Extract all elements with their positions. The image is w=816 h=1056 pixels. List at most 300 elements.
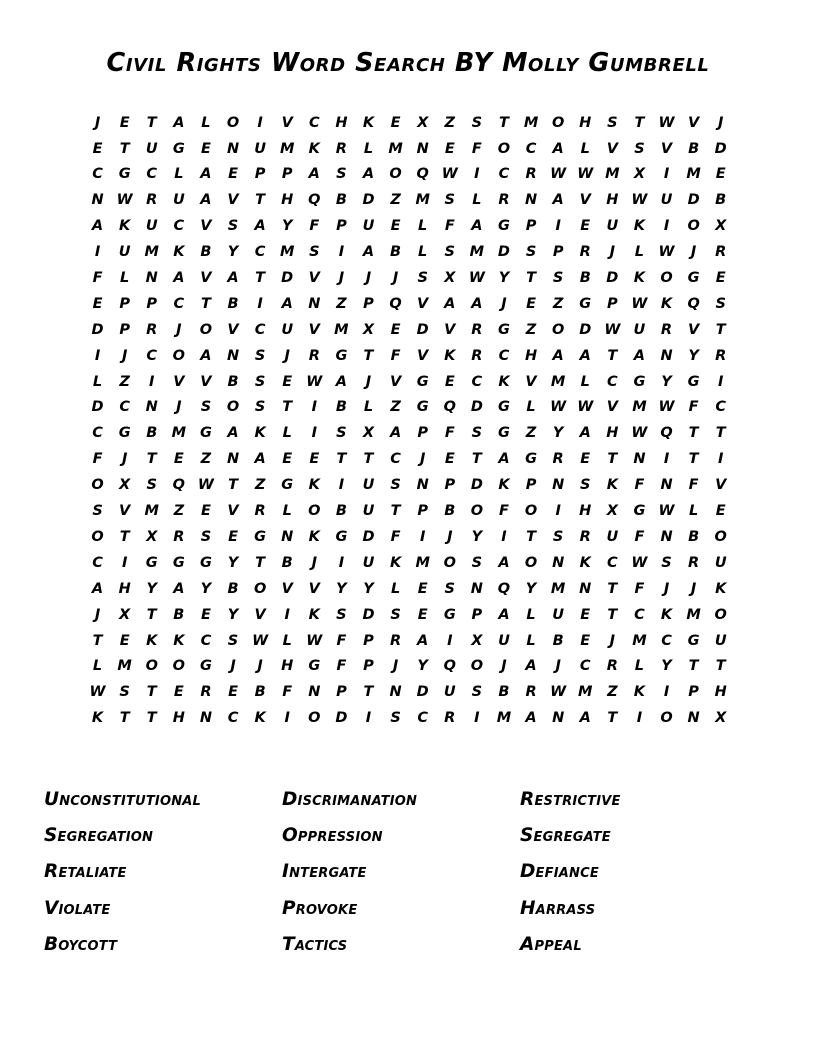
grid-letter[interactable]: U <box>606 218 619 235</box>
grid-letter[interactable]: D <box>335 710 348 727</box>
grid-letter[interactable]: I <box>338 554 345 571</box>
grid-letter[interactable]: E <box>173 451 184 468</box>
grid-letter[interactable]: S <box>552 270 564 287</box>
grid-letter[interactable]: E <box>417 606 428 623</box>
grid-letter[interactable]: K <box>579 554 591 571</box>
grid-letter[interactable]: V <box>606 399 618 416</box>
grid-letter[interactable]: Z <box>336 295 347 312</box>
grid-letter[interactable]: T <box>255 270 266 287</box>
grid-letter[interactable]: G <box>687 373 700 390</box>
grid-letter[interactable]: I <box>555 218 561 235</box>
grid-letter[interactable]: L <box>526 606 536 623</box>
grid-letter[interactable]: D <box>416 321 429 338</box>
grid-letter[interactable]: V <box>687 321 700 338</box>
grid-letter[interactable]: H <box>118 580 131 597</box>
grid-letter[interactable]: T <box>146 684 157 701</box>
grid-letter[interactable]: Y <box>200 580 212 597</box>
grid-letter[interactable]: E <box>92 140 103 157</box>
grid-letter[interactable]: V <box>227 192 239 209</box>
grid-letter[interactable]: Q <box>497 580 511 597</box>
grid-letter[interactable]: V <box>525 373 537 390</box>
grid-letter[interactable]: X <box>444 270 456 287</box>
grid-letter[interactable]: G <box>633 373 646 390</box>
grid-letter[interactable]: M <box>171 425 187 442</box>
grid-letter[interactable]: I <box>663 451 670 468</box>
word-list-item[interactable]: Oppression <box>282 825 383 847</box>
word-list-item[interactable]: Retaliate <box>44 861 127 883</box>
grid-letter[interactable]: R <box>444 710 456 727</box>
grid-letter[interactable]: I <box>474 710 480 727</box>
grid-letter[interactable]: S <box>715 295 726 312</box>
grid-letter[interactable]: K <box>254 710 266 727</box>
grid-letter[interactable]: T <box>715 425 726 442</box>
grid-letter[interactable]: Y <box>688 347 699 364</box>
grid-letter[interactable]: T <box>471 451 482 468</box>
grid-letter[interactable]: J <box>690 244 697 261</box>
grid-letter[interactable]: C <box>715 399 727 416</box>
grid-letter[interactable]: O <box>389 166 402 183</box>
grid-letter[interactable]: S <box>471 425 483 442</box>
grid-letter[interactable]: W <box>577 399 594 416</box>
grid-letter[interactable]: O <box>714 528 727 545</box>
grid-letter[interactable]: Q <box>389 295 402 312</box>
grid-letter[interactable]: M <box>144 244 159 261</box>
grid-letter[interactable]: V <box>715 477 727 494</box>
grid-letter[interactable]: L <box>526 399 536 416</box>
grid-letter[interactable]: R <box>254 503 266 520</box>
grid-letter[interactable]: M <box>469 244 485 261</box>
grid-letter[interactable]: U <box>362 218 375 235</box>
grid-letter[interactable]: P <box>525 218 537 235</box>
grid-letter[interactable]: R <box>715 347 727 364</box>
word-list-item[interactable]: Violate <box>44 897 111 919</box>
grid-letter[interactable]: M <box>334 321 349 338</box>
grid-letter[interactable]: E <box>119 114 130 131</box>
grid-letter[interactable]: B <box>335 503 347 520</box>
grid-letter[interactable]: W <box>631 425 648 442</box>
grid-letter[interactable]: N <box>226 140 240 157</box>
grid-letter[interactable]: W <box>658 503 675 520</box>
grid-letter[interactable]: B <box>715 192 727 209</box>
grid-letter[interactable]: T <box>146 606 157 623</box>
grid-letter[interactable]: Y <box>471 528 483 545</box>
word-list-item[interactable]: Discrimanation <box>282 789 418 810</box>
grid-letter[interactable]: I <box>257 114 263 131</box>
word-list-item[interactable]: Defiance <box>520 861 599 883</box>
grid-letter[interactable]: B <box>498 684 510 701</box>
grid-letter[interactable]: T <box>363 684 374 701</box>
grid-letter[interactable]: H <box>714 684 727 701</box>
grid-letter[interactable]: A <box>498 606 510 623</box>
grid-letter[interactable]: S <box>200 399 212 416</box>
grid-letter[interactable]: K <box>633 684 646 701</box>
grid-letter[interactable]: J <box>555 658 561 675</box>
grid-letter[interactable]: O <box>551 321 565 338</box>
grid-letter[interactable]: Z <box>254 477 266 494</box>
grid-letter[interactable]: O <box>443 554 456 571</box>
grid-letter[interactable]: E <box>444 373 455 390</box>
grid-letter[interactable]: A <box>227 270 239 287</box>
grid-letter[interactable]: S <box>146 477 157 494</box>
grid-letter[interactable]: C <box>200 632 212 649</box>
grid-letter[interactable]: T <box>607 710 618 727</box>
grid-letter[interactable]: I <box>447 632 453 649</box>
grid-letter[interactable]: Y <box>498 270 510 287</box>
grid-letter[interactable]: J <box>392 270 399 287</box>
grid-letter[interactable]: O <box>714 606 727 623</box>
grid-letter[interactable]: W <box>441 166 458 183</box>
grid-letter[interactable]: P <box>525 477 537 494</box>
grid-letter[interactable]: H <box>579 114 592 131</box>
grid-letter[interactable]: C <box>173 295 185 312</box>
grid-letter[interactable]: E <box>580 606 591 623</box>
grid-letter[interactable]: W <box>116 192 133 209</box>
grid-letter[interactable]: A <box>579 710 591 727</box>
grid-letter[interactable]: R <box>471 321 483 338</box>
grid-letter[interactable]: S <box>227 632 239 649</box>
grid-letter[interactable]: Y <box>227 606 239 623</box>
grid-letter[interactable]: C <box>661 632 672 649</box>
grid-letter[interactable]: V <box>200 373 212 390</box>
grid-letter[interactable]: F <box>336 658 347 675</box>
grid-letter[interactable]: R <box>389 632 402 649</box>
grid-letter[interactable]: Q <box>660 425 673 442</box>
grid-letter[interactable]: Y <box>227 554 239 571</box>
grid-letter[interactable]: D <box>687 192 700 209</box>
grid-letter[interactable]: S <box>309 244 320 261</box>
grid-letter[interactable]: P <box>336 684 347 701</box>
grid-letter[interactable]: W <box>252 632 269 649</box>
grid-letter[interactable]: N <box>281 528 294 545</box>
grid-letter[interactable]: C <box>254 244 266 261</box>
grid-letter[interactable]: Z <box>390 192 401 209</box>
grid-letter[interactable]: C <box>146 347 158 364</box>
grid-letter[interactable]: N <box>308 684 321 701</box>
grid-letter[interactable]: K <box>173 632 185 649</box>
grid-letter[interactable]: T <box>255 554 266 571</box>
grid-letter[interactable]: K <box>308 606 320 623</box>
grid-letter[interactable]: S <box>200 528 212 545</box>
grid-letter[interactable]: P <box>281 166 293 183</box>
grid-letter[interactable]: P <box>471 606 483 623</box>
grid-letter[interactable]: M <box>632 399 647 416</box>
grid-letter[interactable]: K <box>91 710 104 727</box>
grid-letter[interactable]: A <box>362 244 375 261</box>
grid-letter[interactable]: S <box>390 606 401 623</box>
grid-letter[interactable]: R <box>525 166 537 183</box>
grid-letter[interactable]: D <box>91 399 104 416</box>
grid-letter[interactable]: J <box>311 554 317 571</box>
grid-letter[interactable]: F <box>634 528 645 545</box>
grid-letter[interactable]: P <box>363 632 374 649</box>
grid-letter[interactable]: C <box>173 218 185 235</box>
grid-letter[interactable]: A <box>471 218 483 235</box>
grid-letter[interactable]: K <box>308 528 320 545</box>
grid-letter[interactable]: Y <box>661 373 672 390</box>
grid-letter[interactable]: C <box>390 451 401 468</box>
grid-letter[interactable]: M <box>279 244 295 261</box>
grid-letter[interactable]: E <box>390 114 401 131</box>
grid-letter[interactable]: V <box>200 270 212 287</box>
grid-letter[interactable]: V <box>687 114 700 131</box>
grid-letter[interactable]: A <box>389 425 402 442</box>
grid-letter[interactable]: S <box>471 554 483 571</box>
grid-letter[interactable]: L <box>526 632 536 649</box>
grid-letter[interactable]: V <box>119 503 131 520</box>
grid-letter[interactable]: B <box>227 580 239 597</box>
grid-letter[interactable]: S <box>444 580 455 597</box>
grid-letter[interactable]: B <box>335 399 347 416</box>
grid-letter[interactable]: D <box>579 321 592 338</box>
grid-letter[interactable]: M <box>388 140 403 157</box>
grid-letter[interactable]: T <box>146 114 157 131</box>
grid-letter[interactable]: Y <box>552 425 564 442</box>
grid-letter[interactable]: L <box>390 580 401 597</box>
grid-letter[interactable]: K <box>633 218 646 235</box>
grid-letter[interactable]: S <box>552 528 564 545</box>
grid-letter[interactable]: Y <box>525 580 537 597</box>
grid-letter[interactable]: C <box>579 658 591 675</box>
grid-letter[interactable]: B <box>227 295 239 312</box>
grid-letter[interactable]: T <box>607 451 618 468</box>
grid-letter[interactable]: I <box>636 710 643 727</box>
grid-letter[interactable]: A <box>281 295 293 312</box>
grid-letter[interactable]: X <box>715 710 727 727</box>
grid-letter[interactable]: J <box>176 399 182 416</box>
grid-letter[interactable]: N <box>660 477 673 494</box>
grid-letter[interactable]: T <box>119 710 130 727</box>
grid-letter[interactable]: I <box>94 347 101 364</box>
grid-letter[interactable]: A <box>498 554 510 571</box>
word-list-item[interactable]: Restrictive <box>520 789 621 810</box>
grid-letter[interactable]: T <box>526 528 536 545</box>
grid-letter[interactable]: O <box>308 710 321 727</box>
grid-letter[interactable]: W <box>306 632 323 649</box>
grid-letter[interactable]: I <box>149 373 155 390</box>
grid-letter[interactable]: G <box>172 140 185 157</box>
grid-letter[interactable]: A <box>552 192 564 209</box>
grid-letter[interactable]: J <box>257 658 263 675</box>
grid-letter[interactable]: T <box>499 114 509 131</box>
grid-letter[interactable]: G <box>335 347 348 364</box>
grid-letter[interactable]: A <box>552 140 564 157</box>
grid-letter[interactable]: H <box>172 710 185 727</box>
grid-letter[interactable]: C <box>92 554 103 571</box>
grid-letter[interactable]: Z <box>390 399 401 416</box>
grid-letter[interactable]: O <box>172 347 185 364</box>
grid-letter[interactable]: F <box>390 347 401 364</box>
grid-letter[interactable]: L <box>282 503 292 520</box>
grid-letter[interactable]: N <box>633 451 646 468</box>
grid-letter[interactable]: F <box>471 140 482 157</box>
grid-letter[interactable]: S <box>417 270 428 287</box>
grid-letter[interactable]: C <box>92 166 103 183</box>
grid-letter[interactable]: N <box>145 399 158 416</box>
grid-letter[interactable]: F <box>634 477 645 494</box>
grid-letter[interactable]: I <box>663 684 670 701</box>
grid-letter[interactable]: Y <box>336 580 347 597</box>
grid-letter[interactable]: R <box>146 192 158 209</box>
grid-letter[interactable]: G <box>199 425 212 442</box>
grid-letter[interactable]: Y <box>281 218 293 235</box>
grid-letter[interactable]: L <box>580 140 590 157</box>
grid-letter[interactable]: P <box>607 295 618 312</box>
grid-letter[interactable]: G <box>633 503 646 520</box>
grid-letter[interactable]: I <box>338 244 345 261</box>
grid-letter[interactable]: H <box>606 192 619 209</box>
grid-letter[interactable]: E <box>715 270 726 287</box>
grid-letter[interactable]: G <box>335 528 348 545</box>
grid-letter[interactable]: C <box>308 114 320 131</box>
grid-letter[interactable]: I <box>311 399 317 416</box>
grid-letter[interactable]: K <box>633 270 646 287</box>
grid-letter[interactable]: U <box>633 321 646 338</box>
grid-letter[interactable]: J <box>609 632 616 649</box>
letter-grid[interactable] <box>84 110 732 731</box>
grid-letter[interactable]: V <box>417 295 429 312</box>
grid-letter[interactable]: K <box>308 477 320 494</box>
grid-letter[interactable]: B <box>254 684 266 701</box>
grid-letter[interactable]: V <box>444 321 456 338</box>
grid-letter[interactable]: Y <box>146 580 157 597</box>
grid-letter[interactable]: C <box>525 140 537 157</box>
grid-letter[interactable]: I <box>311 425 317 442</box>
grid-letter[interactable]: A <box>335 373 347 390</box>
grid-letter[interactable]: O <box>551 114 565 131</box>
grid-letter[interactable]: R <box>200 684 212 701</box>
grid-letter[interactable]: O <box>470 503 484 520</box>
grid-letter[interactable]: T <box>688 451 699 468</box>
grid-letter[interactable]: R <box>146 321 158 338</box>
grid-letter[interactable]: O <box>308 503 321 520</box>
grid-letter[interactable]: D <box>362 528 375 545</box>
grid-letter[interactable]: Z <box>200 451 212 468</box>
grid-letter[interactable]: D <box>714 140 727 157</box>
grid-letter[interactable]: E <box>228 166 238 183</box>
grid-letter[interactable]: A <box>498 451 510 468</box>
grid-letter[interactable]: O <box>91 528 104 545</box>
grid-letter[interactable]: A <box>552 347 564 364</box>
grid-letter[interactable]: A <box>471 295 483 312</box>
grid-letter[interactable]: M <box>578 684 593 701</box>
grid-letter[interactable]: W <box>577 166 594 183</box>
grid-letter[interactable]: E <box>228 528 238 545</box>
grid-letter[interactable]: X <box>362 425 375 442</box>
grid-letter[interactable]: I <box>365 710 372 727</box>
grid-letter[interactable]: T <box>363 451 374 468</box>
grid-letter[interactable]: M <box>550 580 566 597</box>
grid-letter[interactable]: N <box>389 684 402 701</box>
grid-letter[interactable]: T <box>282 399 293 416</box>
grid-letter[interactable]: X <box>471 632 483 649</box>
grid-letter[interactable]: J <box>392 658 399 675</box>
grid-letter[interactable]: O <box>660 710 673 727</box>
grid-letter[interactable]: I <box>257 295 263 312</box>
grid-letter[interactable]: J <box>121 451 128 468</box>
grid-letter[interactable]: A <box>254 218 266 235</box>
grid-letter[interactable]: L <box>363 399 374 416</box>
grid-letter[interactable]: U <box>714 554 727 571</box>
grid-letter[interactable]: C <box>119 399 130 416</box>
grid-letter[interactable]: O <box>687 218 700 235</box>
grid-letter[interactable]: I <box>718 451 724 468</box>
grid-letter[interactable]: N <box>91 192 104 209</box>
grid-letter[interactable]: B <box>227 373 239 390</box>
grid-letter[interactable]: J <box>501 295 507 312</box>
grid-letter[interactable]: G <box>199 658 212 675</box>
grid-letter[interactable]: K <box>362 114 375 131</box>
grid-letter[interactable]: J <box>121 347 128 364</box>
grid-letter[interactable]: L <box>688 503 699 520</box>
grid-letter[interactable]: J <box>365 270 372 287</box>
word-list-item[interactable]: Tactics <box>282 933 348 955</box>
grid-letter[interactable]: F <box>282 684 293 701</box>
grid-letter[interactable]: O <box>524 503 538 520</box>
grid-letter[interactable]: E <box>173 684 184 701</box>
grid-letter[interactable]: U <box>145 218 158 235</box>
grid-letter[interactable]: B <box>146 425 158 442</box>
grid-letter[interactable]: T <box>363 347 374 364</box>
grid-letter[interactable]: G <box>118 166 131 183</box>
grid-letter[interactable]: M <box>550 373 566 390</box>
grid-letter[interactable]: L <box>282 425 292 442</box>
grid-letter[interactable]: J <box>94 606 101 623</box>
grid-letter[interactable]: S <box>661 554 672 571</box>
grid-letter[interactable]: N <box>199 710 212 727</box>
grid-letter[interactable]: L <box>120 270 130 287</box>
grid-letter[interactable]: Z <box>525 321 537 338</box>
grid-letter[interactable]: C <box>146 166 158 183</box>
grid-letter[interactable]: O <box>226 114 240 131</box>
grid-letter[interactable]: P <box>119 321 130 338</box>
grid-letter[interactable]: S <box>336 425 347 442</box>
grid-letter[interactable]: E <box>390 218 401 235</box>
grid-letter[interactable]: S <box>336 166 347 183</box>
grid-letter[interactable]: G <box>443 606 456 623</box>
grid-letter[interactable]: D <box>470 477 483 494</box>
grid-letter[interactable]: A <box>308 166 320 183</box>
grid-letter[interactable]: G <box>254 528 267 545</box>
grid-letter[interactable]: F <box>92 451 103 468</box>
grid-letter[interactable]: W <box>550 166 567 183</box>
grid-letter[interactable]: H <box>579 503 592 520</box>
grid-letter[interactable]: A <box>362 166 375 183</box>
grid-letter[interactable]: E <box>119 632 130 649</box>
grid-letter[interactable]: J <box>284 347 290 364</box>
grid-letter[interactable]: D <box>281 270 294 287</box>
grid-letter[interactable]: I <box>663 166 670 183</box>
grid-letter[interactable]: K <box>146 632 158 649</box>
grid-letter[interactable]: V <box>227 321 239 338</box>
grid-letter[interactable]: I <box>501 528 507 545</box>
grid-letter[interactable]: K <box>444 347 456 364</box>
grid-letter[interactable]: E <box>309 451 320 468</box>
grid-letter[interactable]: J <box>419 451 426 468</box>
grid-letter[interactable]: A <box>200 166 212 183</box>
grid-letter[interactable]: B <box>390 244 402 261</box>
grid-letter[interactable]: I <box>121 554 128 571</box>
grid-letter[interactable]: E <box>228 684 238 701</box>
grid-letter[interactable]: R <box>173 528 185 545</box>
grid-letter[interactable]: K <box>308 140 320 157</box>
grid-letter[interactable]: P <box>363 658 374 675</box>
grid-letter[interactable]: A <box>444 295 456 312</box>
grid-letter[interactable]: N <box>552 477 565 494</box>
grid-letter[interactable]: D <box>497 244 510 261</box>
grid-letter[interactable]: M <box>415 554 430 571</box>
grid-letter[interactable]: U <box>362 503 375 520</box>
grid-letter[interactable]: V <box>227 503 239 520</box>
